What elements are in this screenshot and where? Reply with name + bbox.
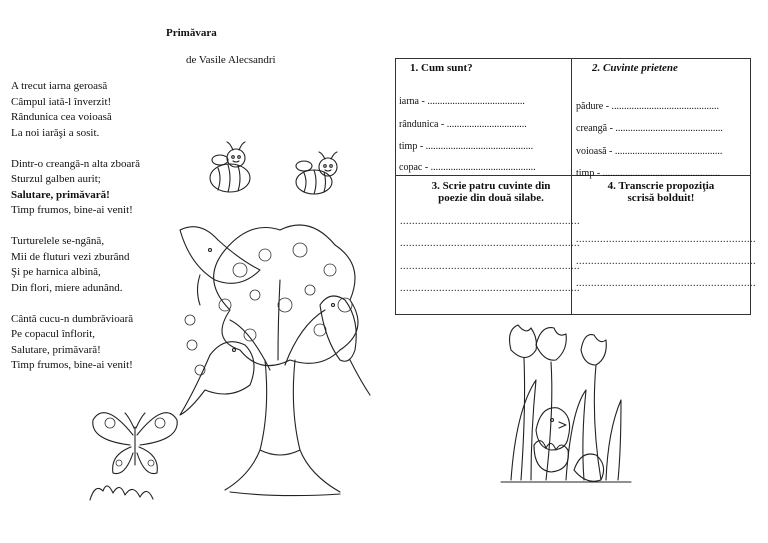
poem-line: Salutare, primăvară! [11,343,101,356]
q3-title [416,180,566,204]
poem-line: Sturzul galben aurit; [11,173,101,185]
poem-line: Rândunica cea voioasă [11,111,112,123]
q1-row[interactable]: copac - .......................................... [399,162,536,173]
poem-title: Primăvara [166,27,217,39]
q4-answer-line[interactable]: ............................................................ [576,234,756,245]
poem-text [11,79,186,389]
poem-line: La noi iarăşi a sosit. [11,126,100,139]
q3-answer-line[interactable]: ............................................................ [400,216,580,227]
q2-row[interactable]: creangă - ........................................... [576,123,723,134]
poem-line: Timp frumos, bine-ai venit! [11,204,133,216]
q4-answer-line[interactable]: ............................................................ [576,278,756,289]
poem-line: Mii de fluturi vezi zburând [11,250,130,263]
tulips-and-chick-illustration [496,320,636,490]
poem-line: Şi pe harnica albină, [11,266,101,278]
poem-line: Turturelele se-ngână, [11,235,105,247]
q1-row[interactable]: rândunica - ................................ [399,119,527,130]
stanza-4 [11,312,186,374]
q4-title [586,180,736,204]
q2-row[interactable]: timp - ............................................... [576,168,721,179]
q3-answer-line[interactable]: ............................................................ [400,238,580,249]
poem-line-bold: Salutare, primăvară! [11,188,110,201]
q1-title: 1. Cum sunt? [410,62,473,74]
poem-line: Dintr-o creangă-n alta zboară [11,157,140,170]
q4-answer-line[interactable]: ............................................................ [576,256,756,267]
q4-title-line: 4. Transcrie propoziţia [607,180,715,192]
worksheet-divider-vertical [571,58,572,315]
q4-title-line: scrisă bolduit! [627,192,695,204]
bees-illustration [200,140,360,205]
q3-answer-line[interactable]: ............................................................ [400,283,580,294]
poem-line: Pe copacul înflorit, [11,328,96,340]
butterfly-illustration [85,395,185,505]
stanza-3 [11,234,186,296]
q3-title-line: poezie din două silabe. [438,192,544,204]
q2-row[interactable]: voioasă - ........................................... [576,146,723,157]
q2-row[interactable]: pădure - ........................................... [576,101,720,112]
q1-row[interactable]: timp - ........................................... [399,141,534,152]
poem-line: A trecut iarna geroasă [11,80,108,92]
poem-line: Din flori, miere adunând. [11,281,123,294]
q2-title: 2. Cuvinte prietene [592,62,678,74]
poem-line: Câmpul iată-l înverzit! [11,95,112,108]
q3-title-line: 3. Scrie patru cuvinte din [431,180,551,192]
poem-author: de Vasile Alecsandri [186,54,276,66]
stanza-2 [11,157,186,219]
poem-line: Timp frumos, bine-ai venit! [11,359,133,371]
q3-answer-line[interactable]: ............................................................ [400,261,580,272]
stanza-1 [11,79,186,141]
q1-row[interactable]: iarna - ....................................... [399,96,525,107]
poem-line: Cântă cucu-n dumbrăvioară [11,312,134,325]
tree-with-birds-illustration [170,210,390,500]
